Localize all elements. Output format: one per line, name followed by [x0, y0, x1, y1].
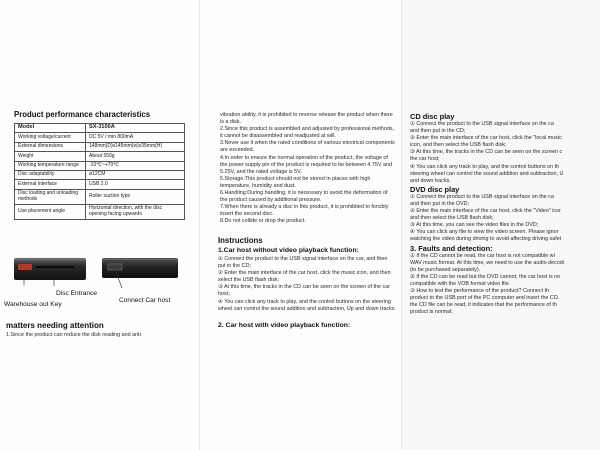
text-line: (to be purchased separately).: [410, 266, 481, 273]
drive-rear-view: [102, 258, 178, 278]
text-line: ② Enter the main interface of the car host, click the "Video" icor: [410, 208, 561, 215]
text-line: product is normal;: [410, 309, 453, 316]
text-line: steering wheel can control the sound addition and subtraction, U: [410, 170, 564, 177]
table-cell: Working voltage/current: [15, 133, 86, 142]
disc-slot: [36, 266, 74, 268]
table-header-row: [15, 124, 185, 133]
text-line: compatible with the VOB format video file.: [410, 280, 511, 287]
table-row: [15, 189, 185, 204]
text-line: ② If the CD can be read but the DVD cannot, the car host is no: [410, 273, 561, 280]
table-cell: Disc loading and unloading methods: [15, 189, 86, 204]
attention-text: 1.Since the product can reduce the disk reading and anti: [6, 332, 141, 338]
text-line: and then select the USB flash disk;: [410, 215, 494, 222]
precautions-text: [220, 112, 396, 226]
text-line: watching the video during driving to avoid affecting driving safet: [410, 236, 562, 243]
table-cell: Horizontal direction, with the disc opening facing upwards: [86, 204, 185, 219]
table-cell: Weight: [15, 152, 86, 161]
text-line: ① Connect the product to the USB signal interface on the ca: [410, 121, 554, 127]
table-row: [15, 152, 185, 161]
steps-list: [218, 256, 396, 313]
paragraph: 8.Do not collide or drop the product.: [220, 218, 306, 225]
paragraph: 4.In order to ensure the normal operation of the product, the voltage of the power supply pin of the product is required to be between 4.75V and 5.25V, and the rated voltage is 5V.: [220, 154, 393, 175]
text-line: ④ You can click any track to play, and the control buttons on th: [410, 163, 560, 170]
paragraph: 3.Never use it when the rated conditions of various electrical components are exceeded.: [220, 140, 395, 154]
section-heading: 2. Car host with video playback function:: [218, 322, 351, 329]
right-page-text: [410, 112, 600, 316]
spec-table: [14, 123, 185, 220]
step: ① Connect the product to the USB signal interface on the car, and then put in the CD;: [218, 256, 388, 270]
text-line: and then put in the CD;: [410, 128, 466, 135]
text-line: ③ At this time, you can see the video files in the DVD;: [410, 222, 539, 229]
dvd-steps: [410, 194, 600, 244]
paragraph: 7.When there is already a disc in this product, it is prohibited to forcibly insert the second disc.: [220, 204, 389, 218]
table-cell: 148mm(D)x145mm(w)x35mm(H): [86, 142, 185, 151]
step: ② Enter the main interface of the car host, click the music icon, and then select the USB flash disk;: [218, 270, 391, 284]
table-row: [15, 161, 185, 170]
paragraph: vibration ability, it is prohibited to reverse release the product when there is a disk.: [220, 112, 393, 126]
disc-entrance-label: Disc Entrance: [56, 290, 98, 297]
section-heading: 1.Car host without video playback function:: [218, 247, 359, 254]
step: ④ You can click any track to play, and the control buttons on the steering wheel can control the sound addition and subtraction, Up and down tracks.: [218, 298, 397, 312]
table-cell: DC 5V / min 800mA: [86, 133, 185, 142]
text-line: ③ How to test the performance of the product? Connect th: [410, 287, 550, 294]
faults-heading: 3. Faults and detection:: [410, 243, 493, 253]
table-cell: USB 2.0: [86, 180, 185, 189]
text-line: and then put in the DVD;: [410, 200, 470, 207]
text-line: and down tracks.: [410, 177, 451, 184]
manual-page-left: [0, 0, 198, 450]
paragraph: 2.Since this product is assembled and adjusted by professional methods, it cannot be disassembled and readjusted at will.: [220, 126, 395, 140]
text-line: the CD file can be read, it indicates that the performance of th: [410, 302, 557, 309]
step: ③ At this time, the tracks in the CD can be seen on the screen of the car host;: [218, 284, 391, 298]
table-row: [15, 142, 185, 151]
fault-steps: [410, 253, 600, 317]
cd-steps: [410, 121, 600, 185]
text-line: the car host;: [410, 156, 440, 163]
usb-port: [108, 264, 122, 270]
table-cell: About 550g: [86, 152, 185, 161]
table-cell: -10℃~+70℃: [86, 161, 185, 170]
paragraph: 5.Storage:This product should not be stored in places with high temperature, humidity and dust.: [220, 175, 371, 189]
table-row: [15, 204, 185, 219]
table-row: [15, 133, 185, 142]
table-cell: External dimensions: [15, 142, 86, 151]
dvd-disc-heading: DVD disc play: [410, 184, 460, 194]
table-cell: Roller suction type: [86, 189, 185, 204]
cd-disc-heading: CD disc play: [410, 112, 455, 121]
table-cell: Model: [15, 124, 86, 133]
table-cell: SX-3100A: [86, 124, 185, 133]
text-line: ① Connect the product to the USB signal interface on the ca: [410, 193, 554, 200]
product-photo: [12, 255, 184, 289]
performance-title: Product performance characteristics: [14, 110, 151, 119]
table-row: [15, 170, 185, 179]
warehouse-out-key-label: Warehouse out Key: [4, 301, 62, 308]
text-line: ② Enter the main interface of the car host, click the "local music: [410, 135, 562, 142]
table-cell: External interface: [15, 180, 86, 189]
table-cell: ø12CM: [86, 170, 185, 179]
attention-heading: matters needing attention: [6, 321, 104, 330]
connect-car-host-label: Connect Car host: [119, 297, 171, 304]
text-line: ① If the CD cannot be read, the car host is not compatible wi: [410, 252, 555, 259]
table-row: [15, 180, 185, 189]
drive-front-view: [14, 258, 86, 280]
eject-key: [18, 264, 32, 270]
paragraph: 6.Handling:During handling, it is necessary to avoid the deformation of the product caused by additional pressure.: [220, 190, 388, 204]
text-line: ③ At this time, the tracks in the CD can be seen on the screen c: [410, 149, 563, 156]
table-cell: Working temperature range: [15, 161, 86, 170]
text-line: product to the USB port of the PC computer and insert the CD.: [410, 295, 560, 302]
text-line: icon, and then select the USB flash disk;: [410, 142, 507, 149]
table-cell: Disc adaptability: [15, 170, 86, 179]
instructions-heading: Instructions: [218, 236, 263, 245]
table-cell: Use placement angle: [15, 204, 86, 219]
text-line: WAV music format. At this time, we need to use the audio decodi: [410, 259, 565, 266]
text-line: ④ You can click any file to view the video screen. Please ignor: [410, 229, 559, 236]
